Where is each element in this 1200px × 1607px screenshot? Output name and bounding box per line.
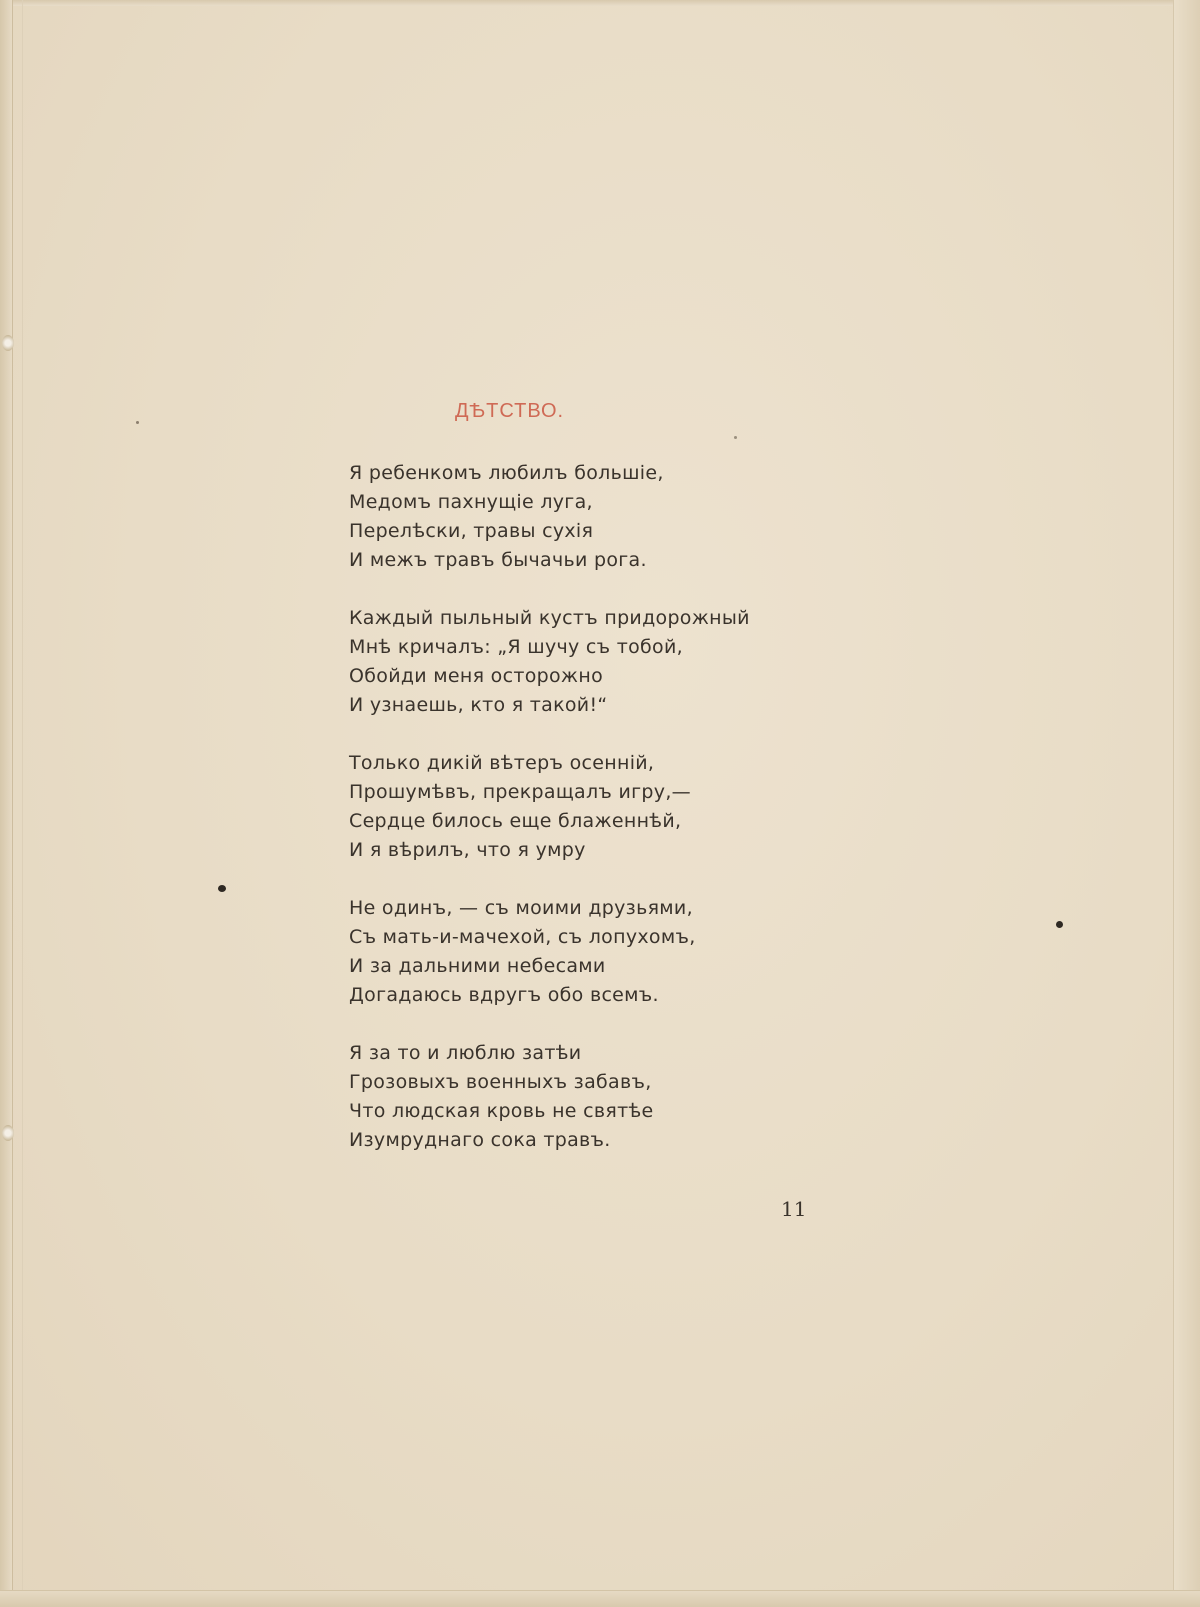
poem-line: Мнѣ кричалъ: „Я шучу съ тобой, xyxy=(349,636,683,658)
poem-line: И узнаешь, кто я такой!“ xyxy=(349,694,608,716)
stanza-2 xyxy=(349,604,869,720)
paper-speck xyxy=(1056,921,1063,928)
binding-stitch-bottom xyxy=(2,1125,14,1141)
page-number: 11 xyxy=(781,1197,807,1221)
poem-line: Догадаюсь вдругъ обо всемъ. xyxy=(349,984,659,1006)
page-top-edge xyxy=(0,0,1200,6)
paper-speck xyxy=(734,436,737,439)
binding-edge xyxy=(0,0,13,1607)
poem-line: Я ребенкомъ любилъ большіе, xyxy=(349,462,664,484)
poem-line: Обойди меня осторожно xyxy=(349,665,603,687)
poem-line: Только дикій вѣтеръ осенній, xyxy=(349,752,655,774)
paper-speck xyxy=(136,421,139,424)
binding-stitch-top xyxy=(2,335,14,351)
poem-body xyxy=(349,459,869,1184)
poem-line: Что людская кровь не святѣе xyxy=(349,1100,654,1122)
poem-title: ДѢТСТВО. xyxy=(455,400,565,422)
paper-speck xyxy=(218,885,226,892)
poem-line: Грозовыхъ военныхъ забавъ, xyxy=(349,1071,652,1093)
poem-line: Медомъ пахнущіе луга, xyxy=(349,491,593,513)
poem-line: И я вѣрилъ, что я умру xyxy=(349,839,586,861)
poem-line: Прошумѣвъ, прекращалъ игру,— xyxy=(349,781,691,803)
poem-line: Съ мать-и-мачехой, съ лопухомъ, xyxy=(349,926,696,948)
poem-line: Перелѣски, травы сухія xyxy=(349,520,594,542)
binding-crease xyxy=(22,0,23,1607)
poem-line: И за дальними небесами xyxy=(349,955,606,977)
poem-line: Я за то и люблю затѣи xyxy=(349,1042,582,1064)
page-bottom-edge xyxy=(0,1590,1200,1607)
stanza-1 xyxy=(349,459,869,575)
page-right-edge xyxy=(1173,0,1200,1607)
poem-line: Не одинъ, — съ моими друзьями, xyxy=(349,897,693,919)
poem-line: И межъ травъ бычачьи рога. xyxy=(349,549,647,571)
poem-line: Каждый пыльный кустъ придорожный xyxy=(349,607,750,629)
poem-line: Сердце билось еще блаженнѣй, xyxy=(349,810,682,832)
stanza-3 xyxy=(349,749,869,865)
stanza-5 xyxy=(349,1039,869,1155)
stanza-4 xyxy=(349,894,869,1010)
poem-line: Изумруднаго сока травъ. xyxy=(349,1129,611,1151)
